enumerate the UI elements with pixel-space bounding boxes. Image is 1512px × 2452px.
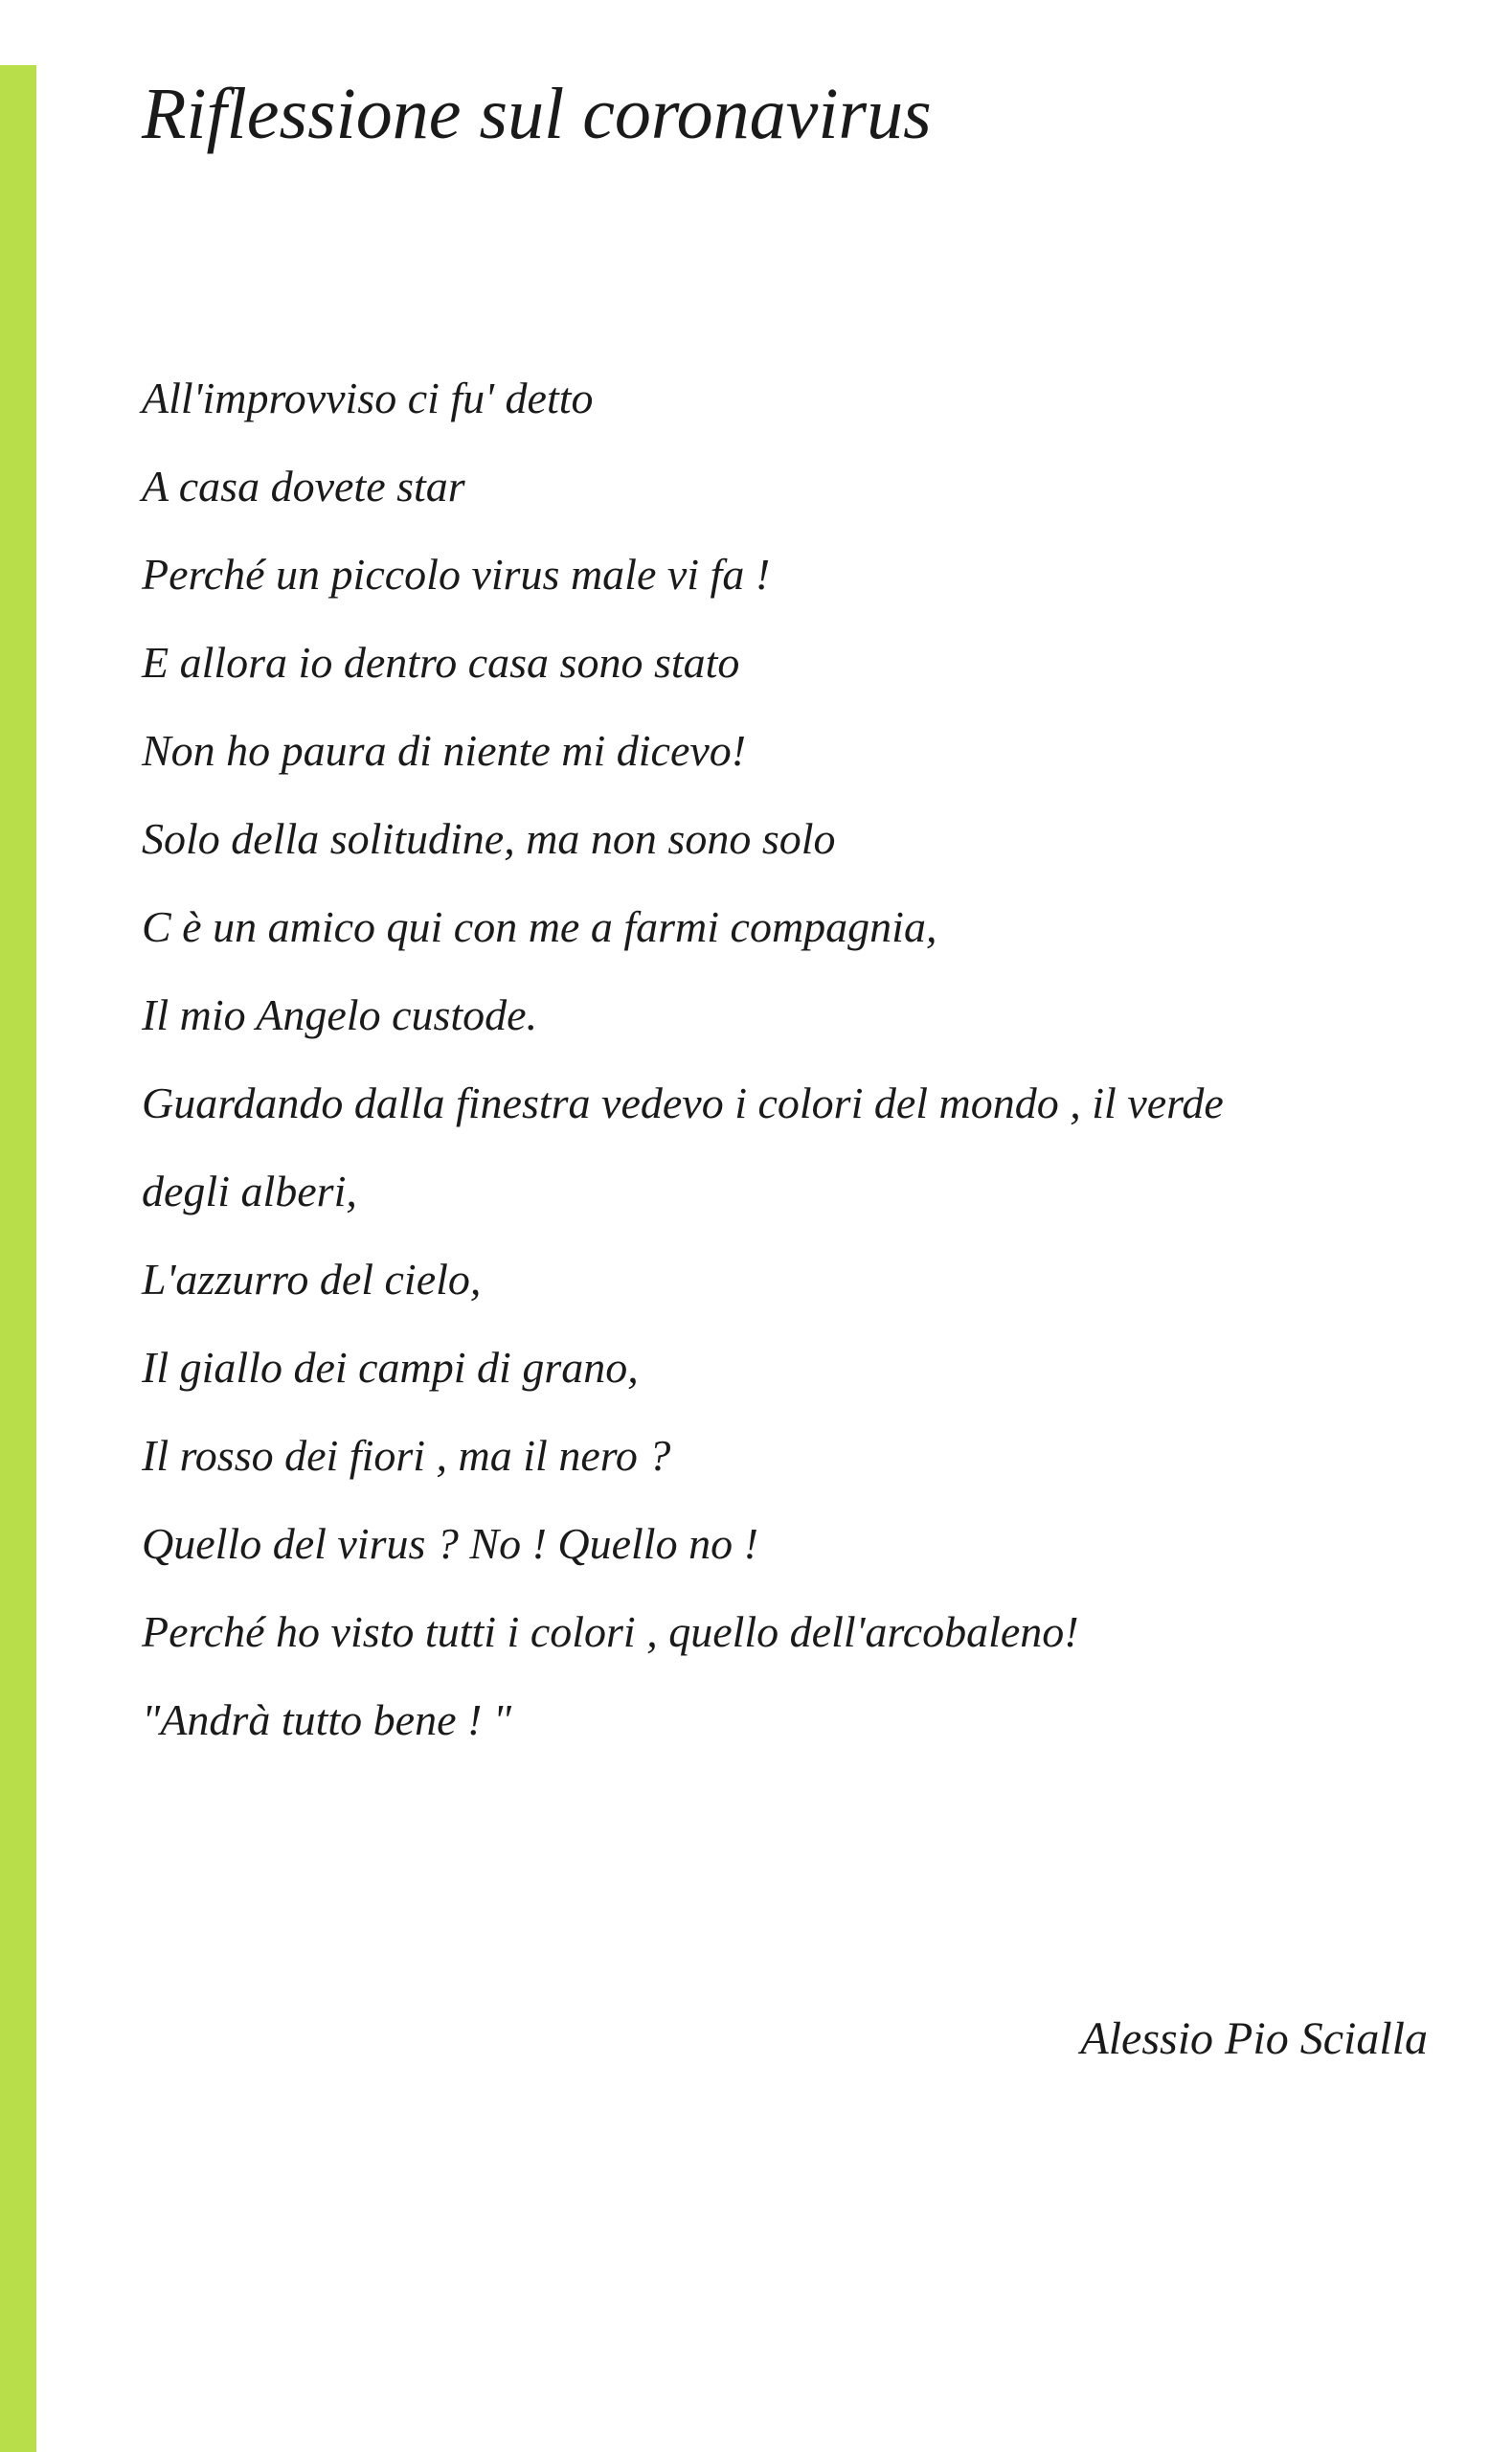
author-signature: Alessio Pio Scialla xyxy=(1080,2013,1428,2064)
poem-line: "Andrà tutto bene ! " xyxy=(142,1695,512,1744)
poem-line: Perché un piccolo virus male vi fa ! xyxy=(142,550,771,599)
poem-line: C è un amico qui con me a farmi compagnia, xyxy=(142,902,937,951)
poem-line: A casa dovete star xyxy=(142,462,465,511)
poem-line: Solo della solitudine, ma non sono solo xyxy=(142,814,836,863)
poem-line: Guardando dalla finestra vedevo i colori del mondo , il verde xyxy=(142,1078,1224,1127)
page-title: Riflessione sul coronavirus xyxy=(142,74,932,154)
poem-line: Il mio Angelo custode. xyxy=(142,990,538,1039)
poem-line: Il giallo dei campi di grano, xyxy=(142,1343,639,1392)
poem-line: L'azzurro del cielo, xyxy=(142,1255,482,1304)
poem-body xyxy=(142,354,1415,1764)
accent-bar xyxy=(0,65,36,2452)
poem-line: Non ho paura di niente mi dicevo! xyxy=(142,726,747,775)
poem-line: All'improvviso ci fu' detto xyxy=(142,374,594,422)
poem-line: degli alberi, xyxy=(142,1167,357,1215)
poem-line: Il rosso dei fiori , ma il nero ? xyxy=(142,1431,671,1480)
poem-line: Quello del virus ? No ! Quello no ! xyxy=(142,1519,758,1568)
poem-line: Perché ho visto tutti i colori , quello dell'arcobaleno! xyxy=(142,1607,1079,1656)
poem-line: E allora io dentro casa sono stato xyxy=(142,638,740,687)
